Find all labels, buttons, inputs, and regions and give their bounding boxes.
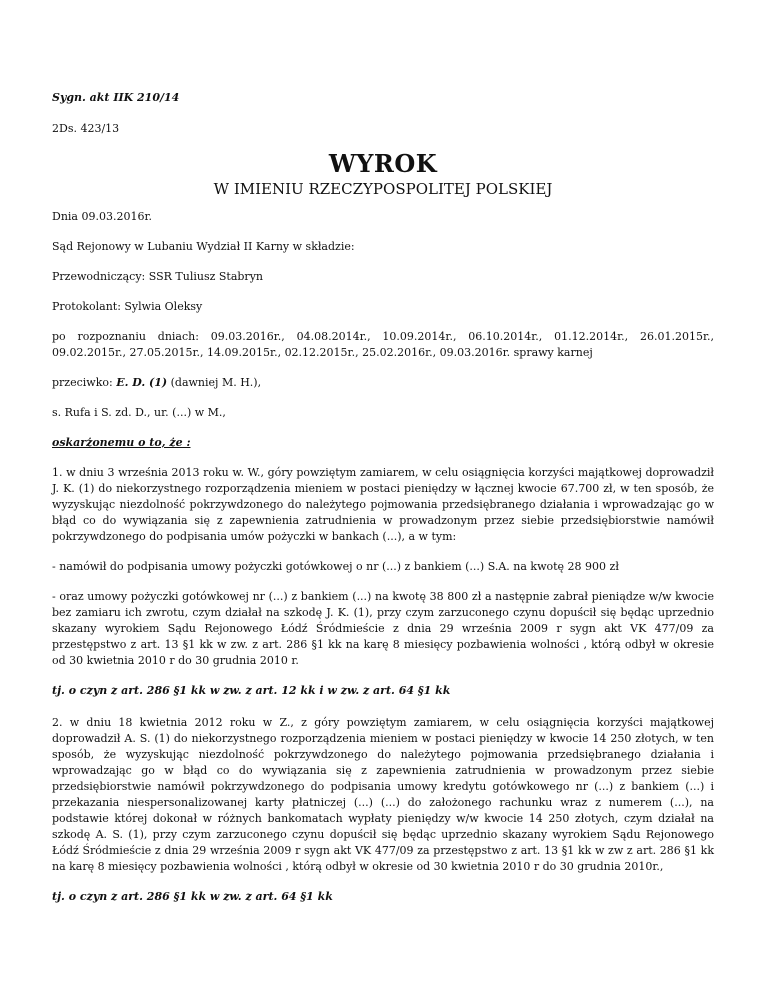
defendant-line: [52, 375, 714, 391]
charge-1-qualification: tj. o czyn z art. 286 §1 kk w zw. z art. 12 kk i w zw. z art. 64 §1 kk: [52, 684, 451, 697]
court-composition: Sąd Rejonowy w Lubaniu Wydział II Karny w składzie:: [52, 240, 355, 253]
court-clerk: Protokolant: Sylwia Oleksy: [52, 300, 203, 313]
against-prefix: przeciwko:: [52, 376, 117, 389]
charges-heading: oskarżonemu o to, że :: [52, 436, 191, 449]
against-suffix: (dawniej M. H.),: [167, 376, 262, 389]
judgment-date: Dnia 09.03.2016r.: [52, 210, 153, 223]
presiding-judge: Przewodniczący: SSR Tuliusz Stabryn: [52, 270, 263, 283]
charge-2-text: 2. w dniu 18 kwietnia 2012 roku w Z., z góry powziętym zamiarem, w celu osiągnięcia korzyści majątkowej doprowadził A. S. (1) do niekorzystnego rozporządzenia mieniem w postaci pieniędzy w kwocie 14 250 złotych, w ten sposób, że wyzyskując niezdolność pokrzywdzonego do należytego pojmowania przedsiębranego działania i wprowadzając go w błąd co do wywiązania się z zapewnienia zatrudnienia w prowadzonym przez siebie przedsiębiorstwie namówił pokrzywdzonego do podpisania umowy kredytu gotówkowego nr (...) z bankiem (...) i przekazania niespersonalizowanej karty płatniczej (...) (...) do założonego rachunku wraz z numerem (...), na podstawie której dokonał w różnych bankomatach wypłaty pieniędzy w/w kwocie 14 250 złotych, czym działał na szkodę A. S. (1), przy czym zarzuconego czynu dopuścił się będąc uprzednio skazany wyrokiem Sądu Rejonowego Łódź Śródmieście z dnia 29 września 2009 r sygn akt VK 477/09 za przestępstwo z art. 13 §1 kk w zw z art. 286 §1 kk na karę 8 miesięcy pozbawienia wolności , którą odbył w okresie od 30 kwietnia 2010 r do 30 grudnia 2010r.,: [52, 716, 714, 873]
defendant-parents: s. Rufa i S. zd. D., ur. (...) w M.,: [52, 406, 226, 419]
charge-1-text: 1. w dniu 3 września 2013 roku w. W., góry powziętym zamiarem, w celu osiągnięcia korzyści majątkowej doprowadził J. K. (1) do niekorzystnego rozporządzenia mieniem w postaci pieniędzy w łącznej kwocie 67.700 zł, w ten sposób, że wyzyskując niezdolność pokrzywdzonego do należytego pojmowania przedsiębranego działania i wprowadzając go w błąd co do wywiązania się z zapewnienia zatrudnienia w prowadzonym przez siebie przedsiębiorstwie namówił pokrzywdzonego do podpisania umów pożyczki w bankach (...), a w tym:: [52, 466, 714, 543]
case-reference: 2Ds. 423/13: [52, 122, 120, 135]
charge-1-item-1: - namówił do podpisania umowy pożyczki gotówkowej o nr (...) z bankiem (...) S.A. na kwotę 28 900 zł: [52, 560, 619, 573]
document-title: WYROK: [328, 149, 438, 178]
defendant-name: E. D. (1): [116, 376, 168, 389]
judgment-document: [52, 90, 714, 921]
hearing-dates: po rozpoznaniu dniach: 09.03.2016r., 04.08.2014r., 10.09.2014r., 06.10.2014r., 01.12.2014r., 26.01.2015r., 09.02.2015r., 27.05.2015r., 14.09.2015r., 02.12.2015r., 25.02.2016r., 09.03.2016r. sprawy karnej: [52, 330, 714, 359]
charge-2-qualification: tj. o czyn z art. 286 §1 kk w zw. z art. 64 §1 kk: [52, 890, 333, 903]
case-signature: Sygn. akt IIK 210/14: [52, 91, 180, 104]
document-subtitle: W IMIENIU RZECZYPOSPOLITEJ POLSKIEJ: [213, 180, 553, 198]
charge-1-item-2: - oraz umowy pożyczki gotówkowej nr (...) z bankiem (...) na kwotę 38 800 zł a następnie zabrał pieniądze w/w kwocie bez zamiaru ich zwrotu, czym działał na szkodę J. K. (1), przy czym zarzuconego czynu dopuścił się będąc uprzednio skazany wyrokiem Sądu Rejonowego Łódź Śródmieście z dnia 29 września 2009 r sygn akt VK 477/09 za przestępstwo z art. 13 §1 kk w zw. z art. 286 §1 kk na karę 8 miesięcy pozbawienia wolności , którą odbył w okresie od 30 kwietnia 2010 r do 30 grudnia 2010 r.: [52, 590, 714, 667]
